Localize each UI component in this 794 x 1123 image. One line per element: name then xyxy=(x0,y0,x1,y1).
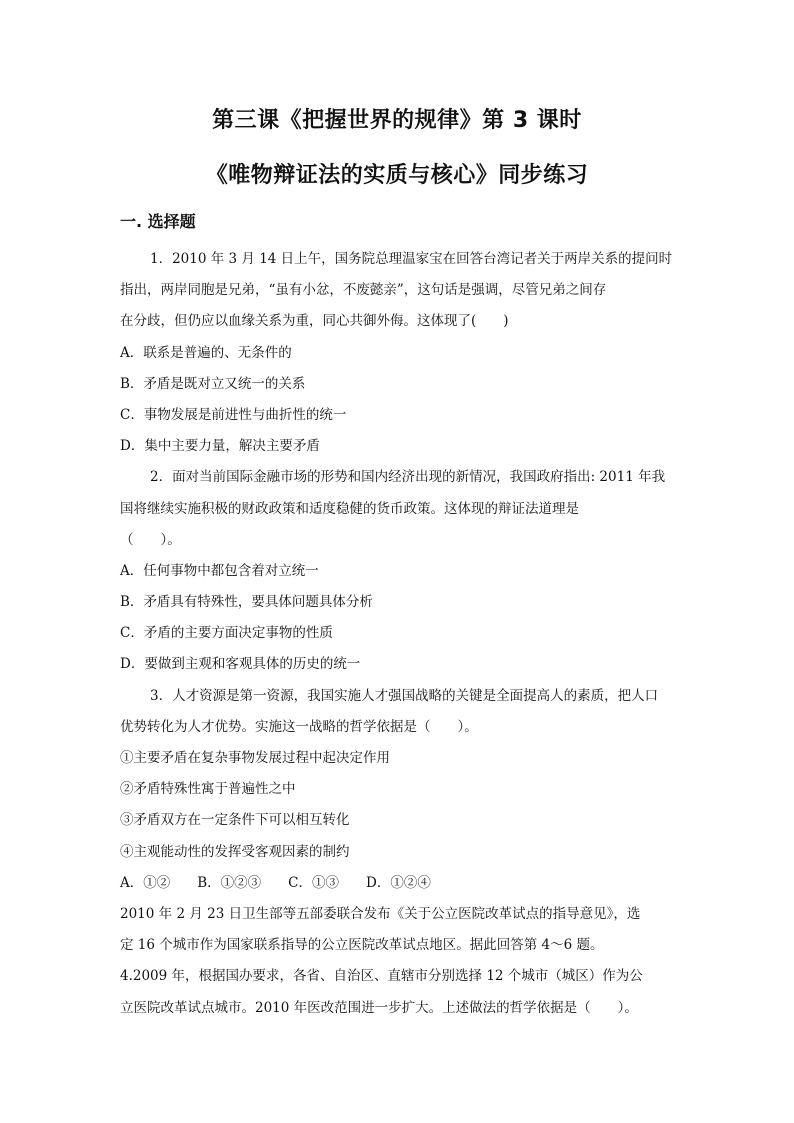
text-line: 3．人才资源是第一资源，我国实施人才强国战略的关键是全面提高人的素质，把人口 xyxy=(150,687,659,704)
text-line: 4.2009 年，根据国办要求，各省、自治区、直辖市分别选择 12 个城市（城区）作为公 xyxy=(120,968,643,985)
option-line: A．①② B．①②③ C．①③ D．①②④ xyxy=(120,874,431,891)
option-line: B．矛盾具有特殊性，要具体问题具体分析 xyxy=(120,594,373,611)
statement-line: ①主要矛盾在复杂事物发展过程中起决定作用 xyxy=(120,750,390,766)
option-line: D．集中主要力量，解决主要矛盾 xyxy=(120,438,320,455)
text-line: 指出，两岸同胞是兄弟，“虽有小忿，不废懿亲”，这句话是强调，尽管兄弟之间存 xyxy=(120,282,607,299)
statement-line: ②矛盾特殊性寓于普遍性之中 xyxy=(120,781,296,798)
text-line: 定 16 个城市作为国家联系指导的公立医院改革试点地区。据此回答第 4～6 题。 xyxy=(120,937,604,954)
option-line: B．矛盾是既对立又统一的关系 xyxy=(120,375,306,392)
text-line: 国将继续实施积极的财政政策和适度稳健的货币政策。这体现的辩证法道理是 xyxy=(120,500,579,517)
text-line: 立医院改革试点城市。2010 年医改范围进一步扩大。上述做法的哲学依据是（ ）。 xyxy=(120,999,638,1016)
document-body xyxy=(120,244,690,1024)
document-subtitle: 《唯物辩证法的实质与核心》同步练习 xyxy=(205,163,589,188)
statement-line: ③矛盾双方在一定条件下可以相互转化 xyxy=(120,812,350,829)
statement-line: ④主观能动性的发挥受客观因素的制约 xyxy=(120,843,350,860)
section-heading: 一. 选择题 xyxy=(120,212,196,231)
option-line: A．任何事物中都包含着对立统一 xyxy=(120,562,319,579)
text-line: 2010 年 2 月 23 日卫生部等五部委联合发布《关于公立医院改革试点的指导意见》，选 xyxy=(120,905,641,922)
text-line: （ ）。 xyxy=(120,531,181,548)
option-line: D．要做到主观和客观具体的历史的统一 xyxy=(120,656,361,673)
text-line: 优势转化为人才优势。实施这一战略的哲学依据是（ ）。 xyxy=(120,718,478,735)
text-line: 在分歧，但仍应以血缘关系为重，同心共御外侮。这体现了( ) xyxy=(120,313,509,330)
text-line: 1．2010 年 3 月 14 日上午，国务院总理温家宝在回答台湾记者关于两岸关系的提问时 xyxy=(150,251,673,267)
option-line: C．事物发展是前进性与曲折性的统一 xyxy=(120,406,347,423)
option-line: C．矛盾的主要方面决定事物的性质 xyxy=(120,625,333,642)
document-title: 第三课《把握世界的规律》第 3 课时 xyxy=(212,108,582,133)
option-line: A．联系是普遍的、无条件的 xyxy=(120,344,292,361)
text-line: 2．面对当前国际金融市场的形势和国内经济出现的新情况，我国政府指出: 2011 年我 xyxy=(150,469,666,486)
